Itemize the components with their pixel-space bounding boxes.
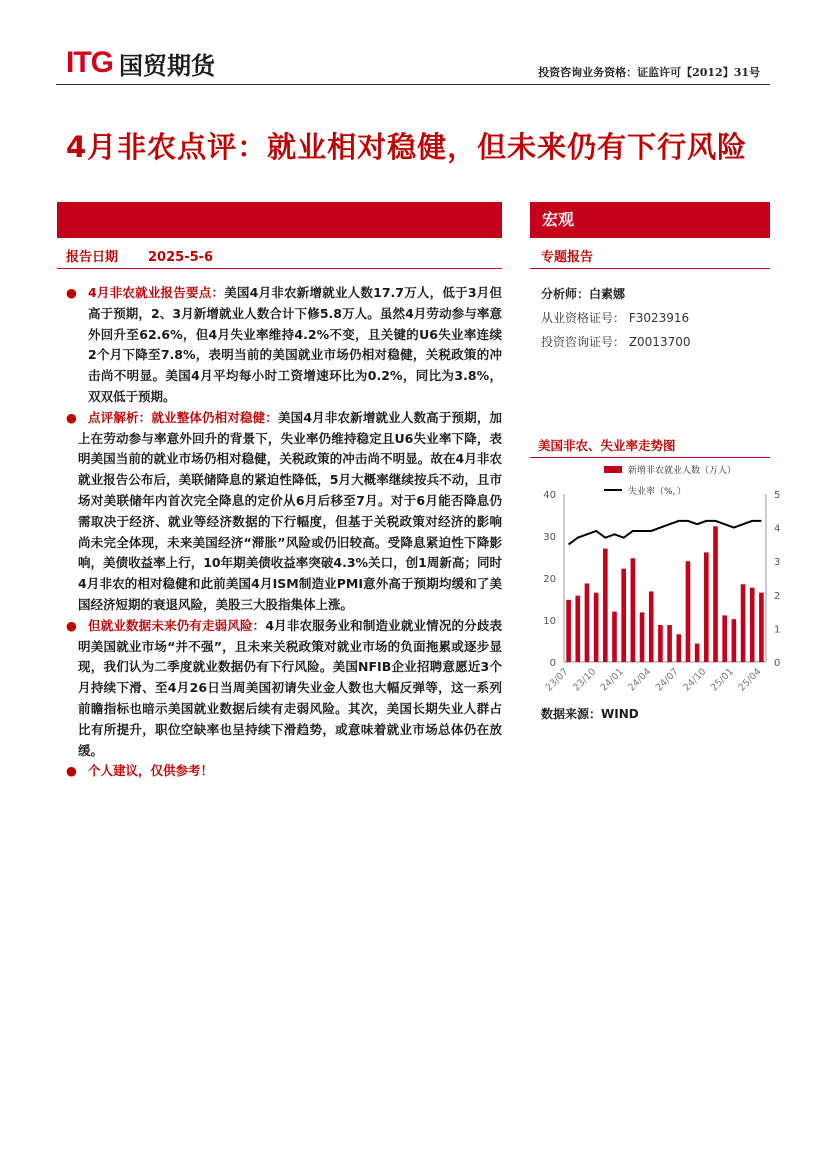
y-right-tick-label: 3 bbox=[774, 557, 781, 569]
x-tick-label: 24/10 bbox=[681, 666, 709, 694]
legend-label-line: 失业率（%，） bbox=[628, 487, 687, 497]
bar-nonfarm bbox=[667, 625, 672, 662]
header-divider bbox=[56, 84, 770, 85]
bar-nonfarm bbox=[603, 549, 608, 662]
bar-nonfarm bbox=[704, 552, 709, 662]
bar-nonfarm bbox=[722, 615, 727, 662]
analyst-name: 分析师：白素娜 bbox=[541, 287, 626, 301]
chart-divider bbox=[530, 457, 770, 458]
title-band bbox=[57, 202, 502, 238]
paragraph-heading: 个人建议，仅供参考！ bbox=[88, 763, 214, 779]
nonfarm-unemployment-chart bbox=[530, 460, 790, 696]
x-tick-label: 24/01 bbox=[598, 666, 626, 694]
line-unemployment bbox=[569, 521, 762, 545]
bar-nonfarm bbox=[612, 612, 617, 662]
report-type-divider bbox=[530, 268, 770, 269]
report-title: 4月非农点评：就业相对稳健，但未来仍有下行风险 bbox=[66, 130, 748, 164]
paragraph-disclaimer bbox=[66, 761, 502, 782]
bullet-icon: ● bbox=[66, 409, 77, 425]
paragraph-text: 美国4月非农新增就业人数高于预期，加上在劳动参与率意外回升的背景下，失业率仍维持稳定且U6失业率下降，表明美国当前的就业市场仍相对稳健，关税政策的冲击尚不明显。故在4月非农就业报告公布后，美联储降息的紧迫性降低，5月大概率继续按兵不动，且市场对美联储年内首次完全降息的定价从6月后移至7月。对于6月能否降息仍需取决于经济、就业等经济数据的下行幅度，但基于关税政策对经济的影响尚未完全体现，未来美国经济“滞胀”风险或仍旧较高。受降息紧迫性下降影响，美债收益率上行，10年期美债收益率突破4.3%关口，创1周新高；同时4月非农的相对稳健和此前美国4月ISM制造业PMI意外高于预期均缓和了美国经济短期的衰退风险，美股三大股指集体上涨。 bbox=[78, 409, 502, 612]
y-left-tick-label: 20 bbox=[543, 574, 556, 585]
bar-nonfarm bbox=[713, 526, 718, 662]
bullet-icon: ● bbox=[66, 285, 77, 300]
consulting-cert: 投资咨询证号： Z0013700 bbox=[541, 335, 691, 349]
y-left-tick-label: 0 bbox=[549, 658, 556, 669]
bar-nonfarm bbox=[741, 584, 746, 662]
paragraph-text: 4月非农服务业和制造业就业情况的分歧表明美国就业市场“并不强”，且未来关税政策对就业市场的负面拖累或逐步显现，我们认为二季度就业数据仍有下行风险。美国NFIB企业招聘意愿近3个月持续下滑、至4月26日当周美国初请失业金人数也大幅反弹等，这一系列前瞻指标也暗示美国就业数据后续有走弱风险。其次，美国长期失业人群占比有所提升，职位空缺率也呈持续下滑趋势，或意味着就业市场总体仍在放缓。 bbox=[78, 617, 502, 758]
x-tick-label: 24/07 bbox=[653, 666, 681, 694]
bar-nonfarm bbox=[594, 593, 599, 662]
y-right-tick-label: 0 bbox=[774, 658, 781, 669]
bar-nonfarm bbox=[658, 625, 663, 662]
bar-nonfarm bbox=[695, 644, 700, 662]
paragraph-analysis bbox=[66, 408, 502, 616]
legend-swatch-bar bbox=[604, 466, 622, 473]
paragraph-heading: 4月非农就业报告要点： bbox=[88, 285, 225, 300]
bar-nonfarm bbox=[566, 600, 571, 662]
report-date-label: 报告日期 bbox=[66, 250, 119, 265]
logo-itg: ITG bbox=[66, 46, 113, 79]
bar-nonfarm bbox=[759, 593, 764, 662]
y-left-tick-label: 10 bbox=[543, 616, 556, 627]
paragraph-heading: 点评解析：就业整体仍相对稳健： bbox=[88, 409, 278, 425]
qualification-cert: 从业资格证号： F3023916 bbox=[541, 311, 690, 325]
y-right-tick-label: 2 bbox=[774, 590, 781, 602]
x-tick-label: 23/07 bbox=[543, 666, 571, 694]
section-label: 宏观 bbox=[530, 202, 770, 238]
legend-label-bar: 新增非农就业人数（万人） bbox=[628, 466, 737, 476]
bar-nonfarm bbox=[676, 634, 681, 662]
y-right-tick-label: 5 bbox=[774, 490, 781, 501]
data-source: 数据来源：WIND bbox=[541, 707, 639, 721]
x-tick-label: 23/10 bbox=[571, 666, 599, 694]
bar-nonfarm bbox=[750, 588, 755, 662]
report-type: 专题报告 bbox=[541, 250, 594, 265]
bar-nonfarm bbox=[621, 569, 626, 662]
report-date-value: 2025-5-6 bbox=[148, 250, 214, 265]
x-tick-label: 24/04 bbox=[626, 666, 654, 694]
bar-nonfarm bbox=[631, 558, 636, 662]
x-tick-label: 25/04 bbox=[736, 666, 764, 694]
bar-nonfarm bbox=[649, 591, 654, 662]
bar-nonfarm bbox=[575, 596, 580, 662]
logo-company-name: 国贸期货 bbox=[119, 51, 215, 80]
y-right-tick-label: 4 bbox=[774, 523, 781, 535]
paragraph-risk bbox=[66, 616, 502, 762]
brand-logo bbox=[66, 46, 215, 80]
date-divider bbox=[57, 268, 502, 269]
bullet-icon: ● bbox=[66, 763, 77, 779]
paragraph-heading: 但就业数据未来仍有走弱风险： bbox=[88, 617, 266, 633]
chart-title: 美国非农、失业率走势图 bbox=[538, 438, 676, 453]
bar-nonfarm bbox=[686, 561, 691, 662]
x-tick-label: 25/01 bbox=[708, 666, 736, 694]
paragraph-key-points bbox=[66, 283, 502, 408]
y-left-tick-label: 30 bbox=[543, 532, 556, 543]
bar-nonfarm bbox=[732, 619, 737, 662]
y-left-tick-label: 40 bbox=[543, 490, 556, 501]
paragraph-text: 美国4月非农新增就业人数17.7万人，低于3月但高于预期，2、3月新增就业人数合计下修5.8万人。虽然4月劳动参与率意外回升至62.6%，但4月失业率维持4.2%不变，且关键的U6失业率连续2个月下降至7.8%，表明当前的美国就业市场仍相对稳健，关税政策的冲击尚不明显。美国4月平均每小时工资增速环比为0.2%，同比为3.8%，双双低于预期。 bbox=[88, 285, 502, 404]
report-date bbox=[66, 246, 213, 265]
y-right-tick-label: 1 bbox=[774, 624, 781, 636]
bar-nonfarm bbox=[640, 612, 645, 662]
report-body bbox=[66, 283, 502, 782]
license-text: 投资咨询业务资格：证监许可【2012】31号 bbox=[538, 66, 760, 79]
bullet-icon: ● bbox=[66, 617, 77, 633]
bar-nonfarm bbox=[585, 583, 590, 662]
